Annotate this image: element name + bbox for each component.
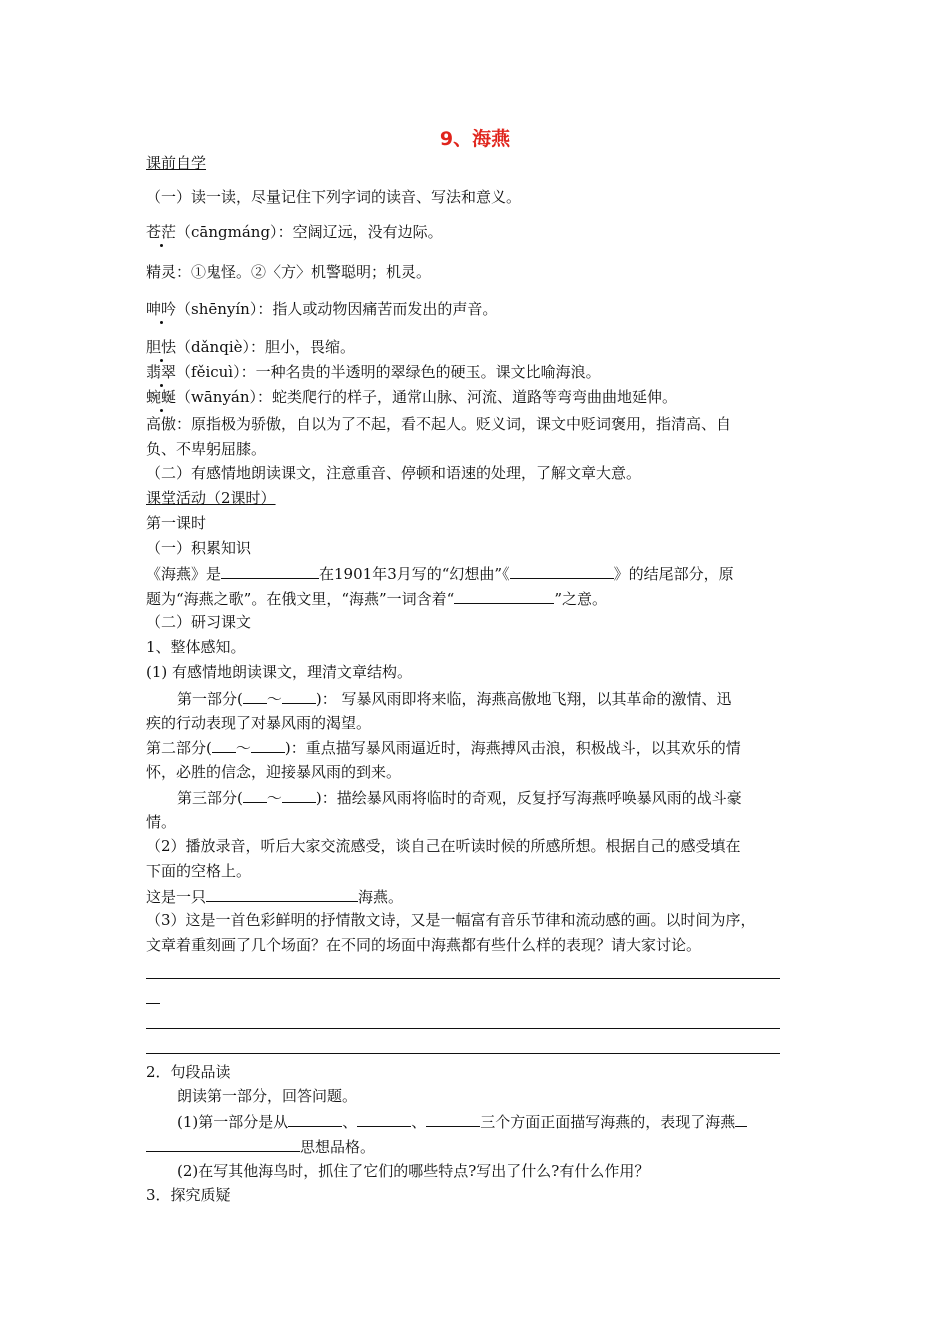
vocab-meaning: ：空阔辽远，没有边际。 — [277, 223, 443, 241]
question-text-cont: 文章着重刻画了几个场面？在不同的场面中海燕都有些什么样的表现？请大家讨论。 — [146, 936, 702, 954]
answer-blank[interactable] — [510, 563, 614, 579]
answer-blank[interactable] — [288, 1111, 342, 1127]
vocab-word: 呻吟 — [146, 300, 177, 318]
question-text: （3）这是一首色彩鲜明的抒情散文诗，又是一幅富有音乐节律和流动感的画。以时间为序， — [146, 911, 756, 929]
fill-text: 《海燕》是 — [146, 565, 222, 583]
subsection-knowledge: （一）积累知识 — [146, 539, 252, 557]
vocab-pinyin: （cāngmáng） — [176, 223, 278, 241]
vocab-meaning: ：指人或动物因痛苦而发出的声音。 — [257, 300, 498, 318]
structure-part-3-cont: 情。 — [146, 813, 177, 831]
tilde: ～ — [266, 789, 282, 807]
subsection-study: （二）研习课文 — [146, 613, 252, 631]
fill-text: 》的结尾部分，原 — [613, 565, 734, 583]
vocab-meaning: ：①鬼怪。②〈方〉机警聪明；机灵。 — [176, 263, 432, 281]
vocab-gaoao-cont: 负、不卑躬屈膝。 — [146, 440, 267, 458]
part-text: )：描绘暴风雨将临时的奇观，反复抒写海燕呼唤暴风雨的战斗豪 — [315, 789, 742, 807]
answer-blank[interactable] — [454, 588, 554, 604]
vocab-word: 精灵 — [146, 263, 177, 281]
answer-blank[interactable] — [282, 688, 316, 704]
answer-blank[interactable] — [243, 688, 267, 704]
vocab-meaning: ：一种名贵的半透明的翠绿色的硬玉。课文比喻海浪。 — [240, 363, 601, 381]
fill-text: ”之意。 — [554, 590, 608, 608]
vocab-item — [146, 387, 677, 407]
vocab-meaning: ：蛇类爬行的样子，通常山脉、河流、道路等弯弯曲曲地延伸。 — [257, 388, 678, 406]
question-text: (1) 有感情地朗读课文，理清文章结构。 — [146, 663, 413, 681]
fill-text: 这是一只 — [146, 888, 207, 906]
part-text: )： 写暴风雨即将来临，海燕高傲地飞翔，以其革命的激情、迅 — [315, 690, 732, 708]
step-heading: 3．探究质疑 — [146, 1186, 231, 1204]
question-text-cont: 下面的空格上。 — [146, 862, 252, 880]
fill-text: 题为“海燕之歌”。在俄文里，“海燕”一词含着“ — [146, 590, 455, 608]
task-read-words: （一）读一读，尽量记住下列字词的读音、写法和意义。 — [146, 188, 522, 206]
vocab-item — [146, 262, 431, 282]
answer-blank[interactable] — [251, 737, 285, 753]
part-label: 第一部分( — [177, 690, 243, 708]
answer-blank[interactable] — [206, 886, 358, 902]
answer-blank[interactable] — [243, 787, 267, 803]
answer-blank[interactable] — [282, 787, 316, 803]
fill-text: (1)第一部分是从 — [177, 1113, 289, 1131]
vocab-pinyin: （shēnyín） — [176, 300, 258, 318]
structure-part-2-cont: 怀，必胜的信念，迎接暴风雨的到来。 — [146, 763, 402, 781]
vocab-pinyin: （dǎnqiè） — [176, 338, 250, 356]
answer-blank[interactable] — [212, 737, 236, 753]
answer-line[interactable] — [146, 978, 780, 979]
vocab-item — [146, 299, 497, 319]
structure-part-1-cont: 疾的行动表现了对暴风雨的渴望。 — [146, 714, 372, 732]
structure-part-1 — [177, 688, 732, 709]
tilde: ～ — [235, 739, 251, 757]
fill-in-line — [146, 886, 403, 907]
answer-blank[interactable] — [426, 1111, 480, 1127]
fill-text: 思想品格。 — [300, 1138, 376, 1156]
fill-in-line — [177, 1111, 747, 1132]
fill-in-line — [146, 1136, 375, 1157]
vocab-gaoao: 高傲：原指极为骄傲，自以为了不起，看不起人。贬义词，课文中贬词褒用，指清高、自 — [146, 415, 732, 433]
step-heading: 2．句段品读 — [146, 1063, 231, 1081]
answer-line[interactable] — [146, 1028, 780, 1029]
fill-text: 海燕。 — [358, 888, 404, 906]
task-read-aloud: （二）有感情地朗读课文，注意重音、停顿和语速的处理，了解文章大意。 — [146, 464, 642, 482]
fill-in-line — [146, 563, 734, 584]
period-label: 第一课时 — [146, 514, 207, 532]
part-text: )：重点描写暴风雨逼近时，海燕搏风击浪，积极战斗，以其欢乐的情 — [284, 739, 741, 757]
section-heading-pre-study: 课前自学 — [146, 154, 207, 172]
section-heading-class: 课堂活动（2课时） — [146, 489, 276, 507]
page-title: 9、海燕 — [439, 128, 511, 150]
question-text: (2)在写其他海鸟时，抓住了它们的哪些特点?写出了什么?有什么作用？ — [177, 1162, 650, 1180]
part-label: 第三部分( — [177, 789, 243, 807]
part-label: 第二部分( — [146, 739, 212, 757]
fill-in-line — [146, 588, 607, 609]
fill-text: 在1901年3月写的“幻想曲”《 — [319, 565, 510, 583]
tilde: ～ — [266, 690, 282, 708]
structure-part-2 — [146, 737, 741, 758]
instruction-text: 朗读第一部分，回答问题。 — [177, 1087, 358, 1105]
vocab-word: 苍茫 — [146, 223, 177, 241]
fill-text: 三个方面正面描写海燕的，表现了海燕 — [480, 1113, 736, 1131]
vocab-item — [146, 337, 355, 357]
question-text: （2）播放录音，听后大家交流感受，谈自己在听读时候的所感所想。根据自己的感受填在 — [146, 837, 741, 855]
vocab-word: 翡翠 — [146, 363, 177, 381]
answer-line[interactable] — [146, 1053, 780, 1054]
fill-text: 、 — [342, 1113, 358, 1131]
vocab-meaning: ：胆小，畏缩。 — [250, 338, 356, 356]
vocab-item — [146, 362, 601, 382]
vocab-word: 胆怯 — [146, 338, 177, 356]
answer-line[interactable] — [146, 1003, 160, 1004]
answer-blank[interactable] — [221, 563, 319, 579]
answer-blank[interactable] — [357, 1111, 411, 1127]
answer-blank[interactable] — [146, 1136, 300, 1152]
fill-text: 、 — [411, 1113, 427, 1131]
vocab-pinyin: （wānyán） — [176, 388, 258, 406]
structure-part-3 — [177, 787, 742, 808]
vocab-word: 蜿蜒 — [146, 388, 177, 406]
step-heading: 1、整体感知。 — [146, 638, 246, 656]
vocab-pinyin: （fěicuì） — [176, 363, 241, 381]
answer-blank[interactable] — [735, 1111, 747, 1127]
vocab-item — [146, 222, 443, 242]
